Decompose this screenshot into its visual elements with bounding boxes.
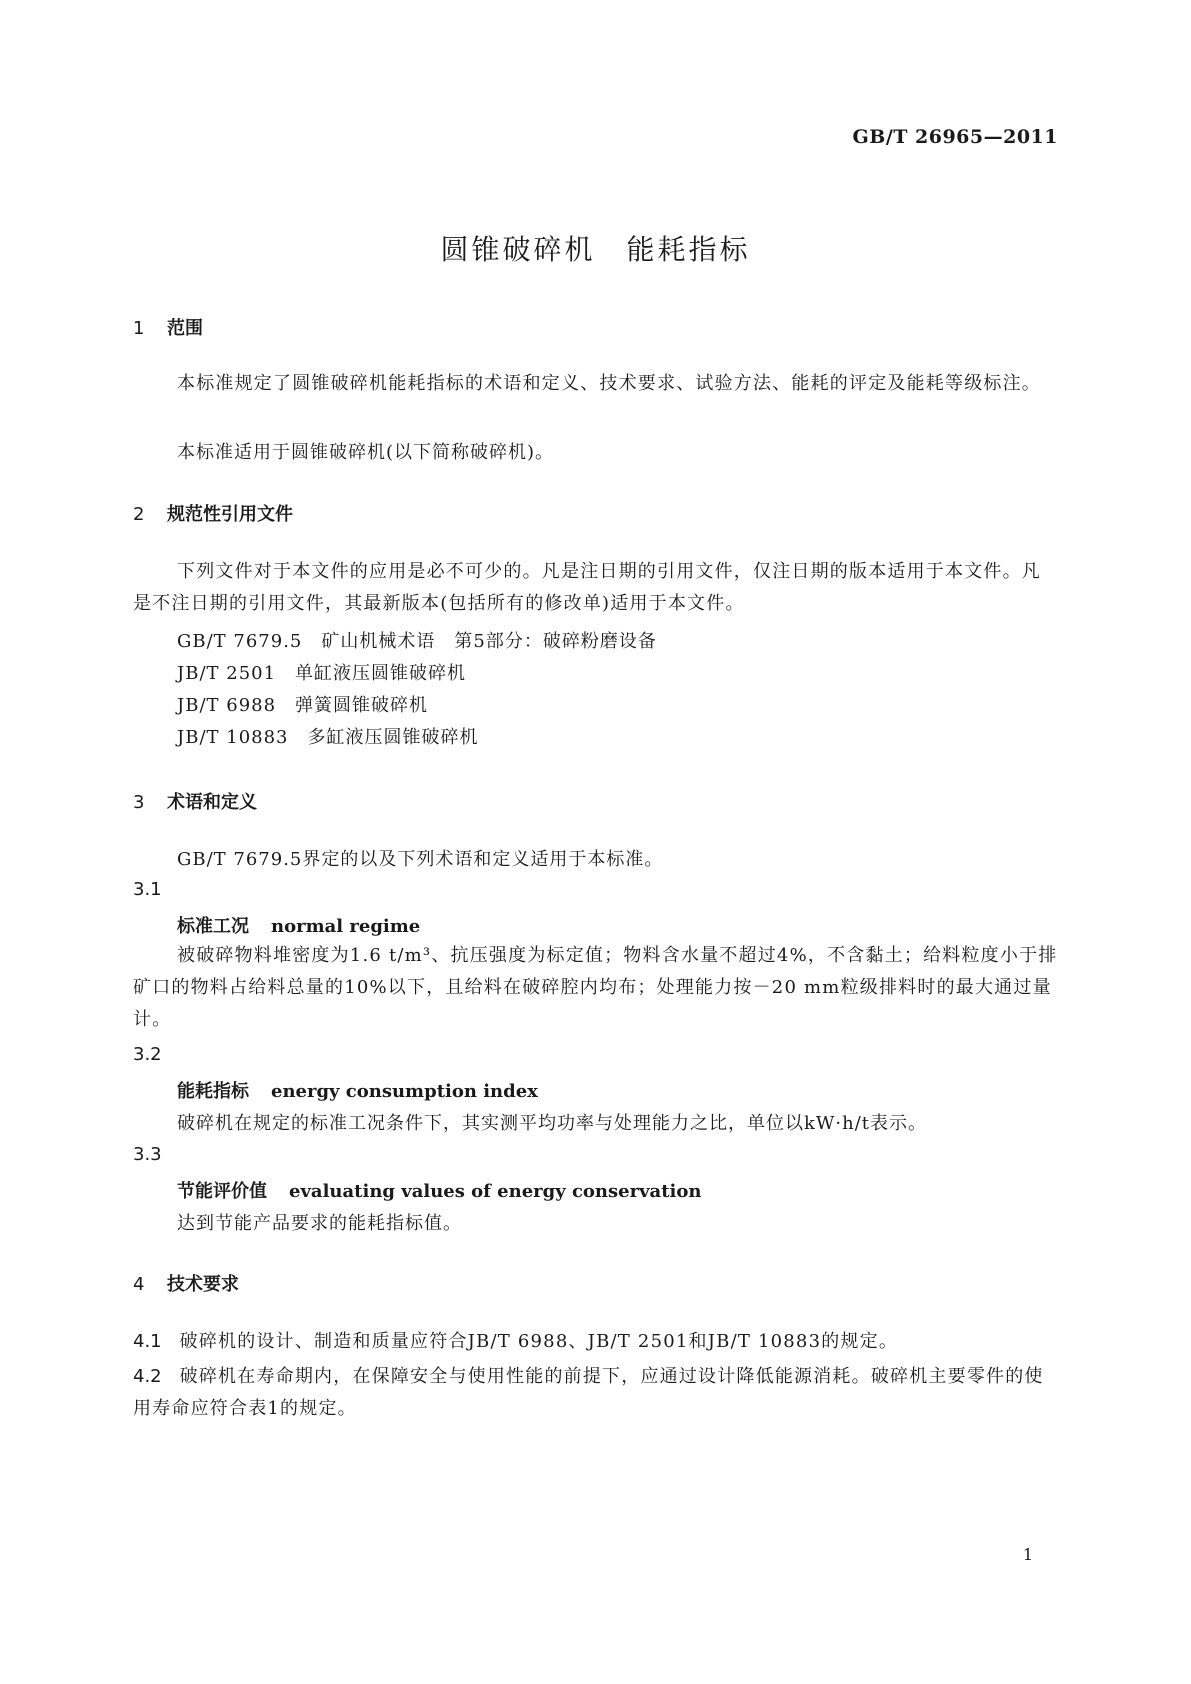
section-heading-3 — [133, 788, 257, 814]
term-zh: 节能评价值 — [177, 1181, 267, 1202]
reference-item: JB/T 2501 单缸液压圆锥破碎机 — [177, 663, 467, 684]
clause-number: 3.1 — [133, 879, 162, 900]
clause-number: 4.1 — [133, 1331, 162, 1352]
paragraph: 本标准适用于圆锥破碎机(以下简称破碎机)。 — [177, 442, 555, 463]
term-heading — [177, 1177, 701, 1203]
section-number: 4 — [133, 1274, 145, 1295]
page-number: 1 — [1022, 1545, 1033, 1564]
term-en: evaluating values of energy conservation — [289, 1181, 702, 1202]
term-heading — [177, 1077, 538, 1103]
reference-item: JB/T 6988 弹簧圆锥破碎机 — [177, 695, 429, 716]
paragraph: 下列文件对于本文件的应用是必不可少的。凡是注日期的引用文件，仅注日期的版本适用于本文件。凡是不注日期的引用文件，其最新版本(包括所有的修改单)适用于本文件。 — [133, 561, 1041, 614]
section-number: 2 — [133, 504, 145, 525]
section-number: 1 — [133, 318, 145, 339]
term-en: normal regime — [271, 916, 421, 937]
reference-item: GB/T 7679.5 矿山机械术语 第5部分：破碎粉磨设备 — [177, 631, 657, 652]
standard-number: GB/T 26965—2011 — [852, 126, 1058, 148]
paragraph: GB/T 7679.5界定的以及下列术语和定义适用于本标准。 — [177, 849, 664, 870]
section-heading-2 — [133, 500, 293, 526]
clause-number: 4.2 — [133, 1366, 162, 1387]
term-zh: 标准工况 — [177, 916, 249, 937]
section-title: 术语和定义 — [167, 792, 257, 813]
clause — [133, 1326, 1058, 1358]
document-title: 圆锥破碎机 能耗指标 — [440, 233, 751, 266]
section-number: 3 — [133, 792, 145, 813]
term-definition: 破碎机在规定的标准工况条件下，其实测平均功率与处理能力之比，单位以kW·h/t表示。 — [177, 1113, 928, 1134]
clause — [133, 1361, 1058, 1425]
clause-number: 3.2 — [133, 1044, 162, 1065]
section-title: 范围 — [167, 318, 203, 339]
term-definition: 被破碎物料堆密度为1.6 t/m³、抗压强度为标定值；物料含水量不超过4%，不含黏土；给料粒度小于排矿口的物料占给料总量的10%以下，且给料在破碎腔内均布；处理能力按－20 mm粒级排料时的最大通过量计。 — [133, 945, 1058, 1030]
section-heading-4 — [133, 1270, 239, 1296]
section-title: 规范性引用文件 — [167, 504, 293, 525]
section-title: 技术要求 — [167, 1274, 239, 1295]
section-heading-1 — [133, 314, 203, 340]
clause-number: 3.3 — [133, 1144, 162, 1165]
term-heading — [177, 912, 420, 938]
term-en: energy consumption index — [271, 1081, 538, 1102]
term-zh: 能耗指标 — [177, 1081, 249, 1102]
reference-item: JB/T 10883 多缸液压圆锥破碎机 — [177, 727, 479, 748]
term-definition: 达到节能产品要求的能耗指标值。 — [177, 1213, 462, 1234]
paragraph: 本标准规定了圆锥破碎机能耗指标的术语和定义、技术要求、试验方法、能耗的评定及能耗等级标注。 — [177, 373, 1041, 394]
clause-text: 破碎机的设计、制造和质量应符合JB/T 6988、JB/T 2501和JB/T 10883的规定。 — [179, 1331, 899, 1352]
clause-text: 破碎机在寿命期内，在保障安全与使用性能的前提下，应通过设计降低能源消耗。破碎机主要零件的使用寿命应符合表1的规定。 — [133, 1366, 1044, 1419]
